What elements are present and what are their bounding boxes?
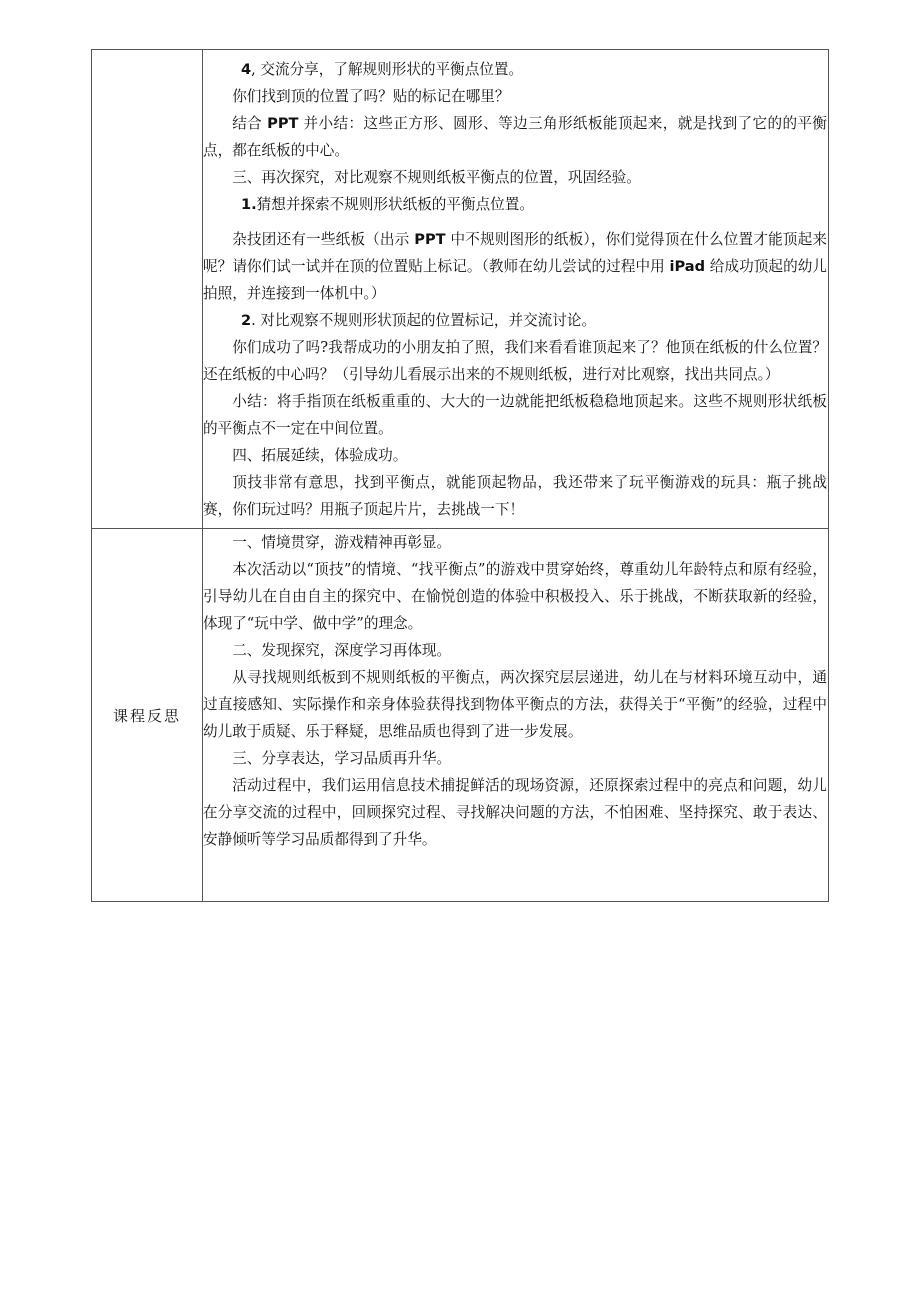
process-paragraph-10: 四、拓展延续，体验成功。 bbox=[232, 447, 408, 464]
process-paragraph-3 bbox=[203, 110, 828, 164]
step-number: 4 bbox=[240, 61, 252, 78]
ppt-term: PPT bbox=[267, 115, 299, 132]
step-number: 2 bbox=[240, 312, 252, 329]
ipad-term: iPad bbox=[669, 258, 706, 275]
paragraph-text: 中不规则图形的纸板），你们觉得顶在什么位置才能顶起来呢？请你们试一试并在顶的位置贴上标记。（教师在幼儿尝试的过程中用 bbox=[203, 231, 828, 275]
reflection-row bbox=[92, 529, 829, 902]
process-paragraph-1 bbox=[203, 56, 828, 83]
step-number: 1. bbox=[240, 196, 257, 213]
paragraph-text: 结合 bbox=[232, 115, 268, 132]
process-content bbox=[203, 50, 828, 528]
reflection-content bbox=[203, 529, 828, 901]
paragraph-text: 并小结：这些正方形、圆形、等边三角形纸板能顶起来，就是找到了它的的平衡点，都在纸板的中心。 bbox=[203, 115, 827, 159]
process-paragraph-11: 顶技非常有意思，找到平衡点，就能顶起物品，我还带来了玩平衡游戏的玩具：瓶子挑战赛，你们玩过吗？用瓶子顶起片片，去挑战一下！ bbox=[203, 474, 827, 518]
paragraph-text: 给成功顶起的幼儿拍照，并连接到一体机中。） bbox=[203, 258, 828, 302]
process-label-cell bbox=[92, 50, 203, 529]
reflection-paragraph-1: 本次活动以“顶技”的情境、“找平衡点”的游戏中贯穿始终，尊重幼儿年龄特点和原有经验，引导幼儿在自由自主的探究中、在愉悦创造的体验中积极投入、乐于挑战，不断获取新的经验，体现了“玩中学、做中学”的理念。 bbox=[203, 561, 827, 632]
process-paragraph-4: 三、再次探究，对比观察不规则纸板平衡点的位置，巩固经验。 bbox=[232, 169, 641, 186]
reflection-paragraph-3: 活动过程中，我们运用信息技术捕捉鲜活的现场资源，还原探索过程中的亮点和问题，幼儿在分享交流的过程中，回顾探究过程、寻找解决问题的方法，不怕困难、坚持探究、敢于表达、安静倾听等学习品质都得到了升华。 bbox=[203, 777, 827, 848]
reflection-paragraph-2: 从寻找规则纸板到不规则纸板的平衡点，两次探究层层递进，幼儿在与材料环境互动中，通过直接感知、实际操作和亲身体验获得找到物体平衡点的方法，获得关于“平衡”的经验，过程中幼儿敢于质疑、乐于释疑，思维品质也得到了进一步发展。 bbox=[203, 669, 827, 740]
ppt-term: PPT bbox=[414, 231, 446, 248]
process-paragraph-5 bbox=[203, 191, 828, 218]
reflection-label: 课程反思 bbox=[92, 529, 203, 902]
reflection-heading-1: 一、情境贯穿，游戏精神再彰显。 bbox=[232, 534, 452, 551]
reflection-heading-2: 二、发现探究，深度学习再体现。 bbox=[232, 642, 452, 659]
paragraph-text: . 对比观察不规则形状顶起的位置标记，并交流讨论。 bbox=[251, 312, 597, 329]
process-row bbox=[92, 50, 829, 529]
lesson-table bbox=[91, 49, 829, 902]
reflection-content-cell bbox=[203, 529, 829, 902]
process-paragraph-2: 你们找到顶的位置了吗？贴的标记在哪里？ bbox=[232, 88, 510, 105]
reflection-heading-3: 三、分享表达，学习品质再升华。 bbox=[232, 750, 452, 767]
process-paragraph-9: 小结：将手指顶在纸板重重的、大大的一边就能把纸板稳稳地顶起来。这些不规则形状纸板的平衡点不一定在中间位置。 bbox=[203, 393, 827, 437]
paragraph-text: , 交流分享，了解规则形状的平衡点位置。 bbox=[251, 61, 524, 78]
process-paragraph-7 bbox=[203, 307, 828, 334]
paragraph-text: 猜想并探索不规则形状纸板的平衡点位置。 bbox=[256, 196, 534, 213]
paragraph-text: 杂技团还有一些纸板（出示 bbox=[232, 231, 415, 248]
process-content-cell bbox=[203, 50, 829, 529]
process-paragraph-8: 你们成功了吗?我帮成功的小朋友拍了照，我们来看看谁顶起来了？他顶在纸板的什么位置？还在纸板的中心吗？（引导幼儿看展示出来的不规则纸板，进行对比观察，找出共同点。） bbox=[203, 339, 827, 383]
process-paragraph-6 bbox=[203, 226, 828, 307]
